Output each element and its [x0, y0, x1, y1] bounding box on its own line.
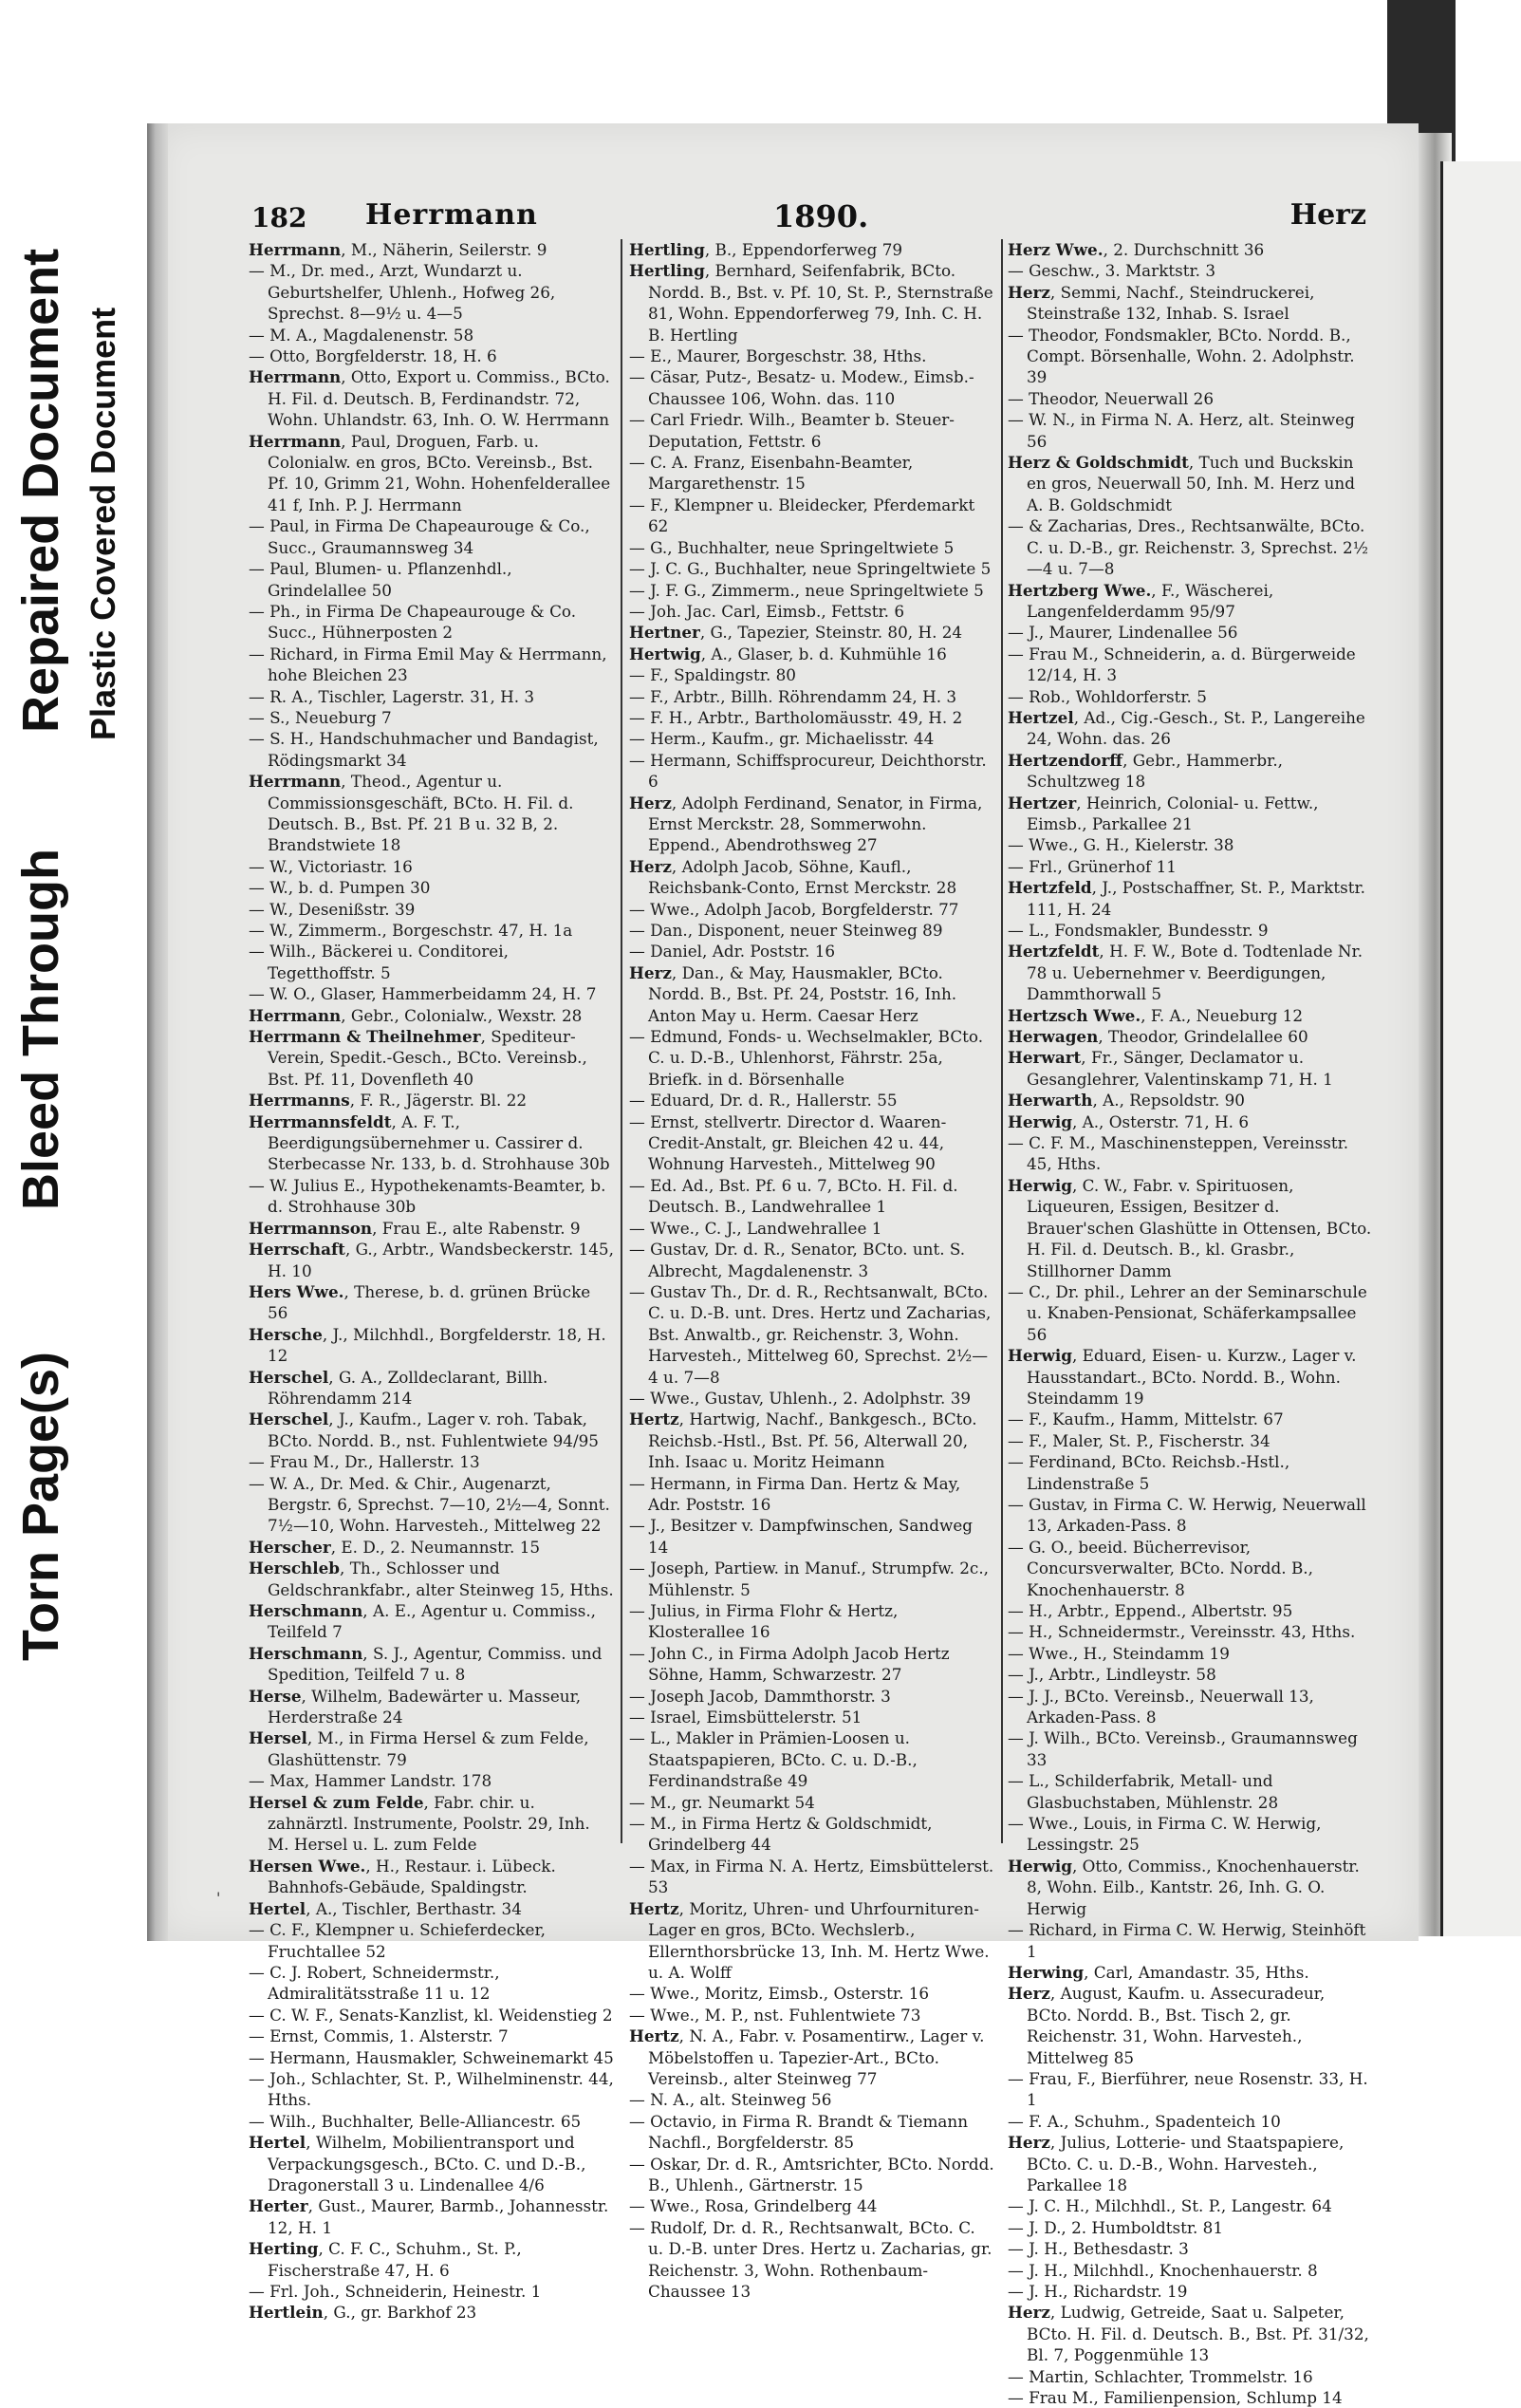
directory-entry: Herwart, Fr., Sänger, Declamator u. Gesanglehrer, Valentinskamp 71, H. 1 [1008, 1048, 1333, 1089]
directory-entry: Herrmann, Gebr., Colonialw., Wexstr. 28 [249, 1005, 583, 1025]
directory-entry: — C. W. F., Senats-Kanzlist, kl. Weidenstieg 2 [249, 2005, 613, 2025]
directory-entry: — W., b. d. Pumpen 30 [249, 878, 431, 898]
directory-entry: — W., Zimmerm., Borgeschstr. 47, H. 1a [249, 921, 573, 940]
directory-entry: — W. Julius E., Hypothekenamts-Beamter, b. d. Strohhause 30b [249, 1175, 606, 1217]
directory-entry: — L., Fondsmakler, Bundesstr. 9 [1008, 921, 1269, 940]
directory-entry: — Wwe., Moritz, Eimsb., Osterstr. 16 [629, 1984, 930, 2004]
directory-entry: Herschmann, S. J., Agentur, Commiss. und Spedition, Teilfeld 7 u. 8 [249, 1643, 603, 1685]
directory-entry: — Richard, in Firma Emil May & Herrmann, hohe Bleichen 23 [249, 644, 607, 685]
directory-entry: — W., Desenißstr. 39 [249, 899, 416, 919]
directory-entry: — S., Neueburg 7 [249, 707, 392, 727]
directory-entry: — F., Maler, St. P., Fischerstr. 34 [1008, 1430, 1271, 1450]
directory-entry: Hertz, Moritz, Uhren- und Uhrfournituren-Lager en gros, BCto. Wechslerb., Ellernthorsbrücke 13, Inh. M. Hertz Wwe. u. A. Wolff [629, 1898, 990, 1982]
directory-entry: Hersel & zum Felde, Fabr. chir. u. zahnärztl. Instrumente, Poolstr. 29, Inh. M. Hersel u. L. zum Felde [249, 1792, 590, 1855]
directory-entry: — G., Buchhalter, neue Springeltwiete 5 [629, 537, 955, 557]
directory-entry: — Cäsar, Putz-, Besatz- u. Modew., Eimsb.-Chaussee 106, Wohn. das. 110 [629, 367, 974, 408]
directory-entry: — Ph., in Firma De Chapeaurouge & Co. Succ., Hühnerposten 2 [249, 601, 577, 643]
directory-entry: — Paul, Blumen- u. Pflanzenhdl., Grindelallee 50 [249, 559, 512, 600]
directory-entry: — R. A., Tischler, Lagerstr. 31, H. 3 [249, 686, 535, 706]
directory-entry: — M., in Firma Hertz & Goldschmidt, Grindelberg 44 [629, 1814, 933, 1855]
margin-mark: ' [216, 1889, 221, 1907]
directory-entry: Hertel, A., Tischler, Berthastr. 34 [249, 1898, 522, 1918]
column-divider [621, 239, 622, 1843]
directory-entry: — Hermann, Hausmakler, Schweinemarkt 45 [249, 2047, 614, 2067]
directory-entry: — Gustav Th., Dr. d. R., Rechtsanwalt, BCto. C. u. D.-B. unt. Dres. Hertz und Zacharias, Bst. Anwaltb., gr. Reichenstr. 3, Wohn. Harvesteh., Mittelweg 60, Sprechst. 2½—4 u. 7—8 [629, 1281, 992, 1387]
torn-pages-stamp: Torn Page(s) [12, 1351, 69, 1661]
directory-entry: Hers Wwe., Therese, b. d. grünen Brücke 56 [249, 1281, 591, 1323]
directory-entry: — Ed. Ad., Bst. Pf. 6 u. 7, BCto. H. Fil. d. Deutsch. B., Landwehrallee 1 [629, 1175, 958, 1217]
plastic-covered-stamp: Plastic Covered Document [83, 307, 122, 740]
directory-entry: — Wwe., Rosa, Grindelberg 44 [629, 2196, 878, 2216]
directory-entry: Hertner, G., Tapezier, Steinstr. 80, H. 24 [629, 623, 963, 643]
directory-entry: — L., Makler in Prämien-Loosen u. Staatspapieren, BCto. C. u. D.-B., Ferdinandstraße 49 [629, 1728, 918, 1791]
directory-entry: — E., Maurer, Borgeschstr. 38, Hths. [629, 346, 927, 366]
directory-entry: — Wwe., C. J., Landwehrallee 1 [629, 1218, 882, 1238]
directory-entry: — Wwe., H., Steindamm 19 [1008, 1643, 1230, 1663]
directory-entry: Hertzberg Wwe., F., Wäscherei, Langenfelderdamm 95/97 [1008, 580, 1274, 621]
directory-entry: Herz, Julius, Lotterie- und Staatspapiere, BCto. C. u. D.-B., Wohn. Harvesteh., Parkallee 18 [1008, 2133, 1345, 2194]
repaired-document-stamp: Repaired Document [12, 248, 69, 733]
directory-entry: — Frau, F., Bierführer, neue Rosenstr. 33, H. 1 [1008, 2068, 1368, 2110]
directory-entry: Herz & Goldschmidt, Tuch und Buckskin en gros, Neuerwall 50, Inh. M. Herz und A. B. Goldschmidt [1008, 453, 1355, 514]
directory-entry: Herschel, G. A., Zolldeclarant, Billh. Röhrendamm 214 [249, 1367, 548, 1408]
directory-entry: — Richard, in Firma C. W. Herwig, Steinhöft 1 [1008, 1920, 1366, 1961]
directory-entry: Hersche, J., Milchhdl., Borgfelderstr. 18, H. 12 [249, 1324, 606, 1366]
directory-entry: — G. O., beeid. Bücherrevisor, Concursverwalter, BCto. Nordd. B., Knochenhauerstr. 8 [1008, 1537, 1313, 1599]
directory-entry: — Wwe., Louis, in Firma C. W. Herwig, Lessingstr. 25 [1008, 1814, 1322, 1855]
directory-entry: Hertz, N. A., Fabr. v. Posamentirw., Lager v. Möbelstoffen u. Tapezier-Art., BCto. Vereinsb., alter Steinweg 77 [629, 2026, 985, 2088]
directory-entry: Herrmannsfeldt, A. F. T., Beerdigungsübernehmer u. Cassirer d. Sterbecasse Nr. 133, b. d. Strohhause 30b [249, 1111, 610, 1174]
directory-entry: — N. A., alt. Steinweg 56 [629, 2090, 832, 2110]
page-left-edge [147, 123, 168, 1941]
directory-entry: Herschel, J., Kaufm., Lager v. roh. Tabak, BCto. Nordd. B., nst. Fuhlentwiete 94/95 [249, 1409, 599, 1450]
directory-entry: Herwing, Carl, Amandastr. 35, Hths. [1008, 1962, 1309, 1982]
directory-entry: Hertling, Bernhard, Seifenfabrik, BCto. Nordd. B., Bst. v. Pf. 10, St. P., Sternstraße 81, Wohn. Eppendorferweg 79, Inh. C. H. B. Hertling [629, 261, 993, 345]
directory-entry: — Paul, in Firma De Chapeaurouge & Co., Succ., Graumannsweg 34 [249, 516, 590, 557]
directory-entry: — C. A. Franz, Eisenbahn-Beamter, Margarethenstr. 15 [629, 453, 914, 494]
directory-entry: Herwig, C. W., Fabr. v. Spirituosen, Liqueuren, Essigen, Besitzer d. Brauer'schen Glashütte in Ottensen, BCto. H. Fil. d. Deutsch. B., kl. Grasbr., Stillhorner Damm [1008, 1175, 1372, 1280]
directory-entry: — Hermann, in Firma Dan. Hertz & May, Adr. Poststr. 16 [629, 1473, 961, 1514]
directory-entry: Herz, Dan., & May, Hausmakler, BCto. Nordd. B., Bst. Pf. 24, Poststr. 16, Inh. Anton May u. Herm. Caesar Herz [629, 962, 957, 1025]
directory-entry: Hertling, B., Eppendorferweg 79 [629, 240, 903, 259]
directory-entry: Herrmann, Theod., Agentur u. Commissionsgeschäft, BCto. H. Fil. d. Deutsch. B., Bst. Pf. 21 B u. 32 B, 2. Brandstwiete 18 [249, 772, 574, 855]
directory-entry: — Dan., Disponent, neuer Steinweg 89 [629, 921, 943, 940]
directory-entry: — Herm., Kaufm., gr. Michaelisstr. 44 [629, 729, 935, 749]
directory-entry: Herz, Adolph Jacob, Söhne, Kaufl., Reichsbank-Conto, Ernst Merckstr. 28 [629, 856, 957, 898]
directory-entry: — Max, Hammer Landstr. 178 [249, 1771, 492, 1791]
directory-entry: — C. J. Robert, Schneidermstr., Admiralitätsstraße 11 u. 12 [249, 1962, 500, 2004]
directory-entry: Herz, Semmi, Nachf., Steindruckerei, Steinstraße 132, Inhab. S. Israel [1008, 282, 1315, 324]
directory-entry: Herrmannson, Frau E., alte Rabenstr. 9 [249, 1218, 581, 1238]
directory-entry: Hertzfeldt, H. F. W., Bote d. Todtenlade Nr. 78 u. Uebernehmer v. Beerdigungen, Dammthorwall 5 [1008, 942, 1363, 1004]
directory-entry: Herz, Adolph Ferdinand, Senator, in Firma, Ernst Merckstr. 28, Sommerwohn. Eppend., Abendrothsweg 27 [629, 793, 983, 855]
directory-entry: — Ferdinand, BCto. Reichsb.-Hstl., Lindenstraße 5 [1008, 1452, 1290, 1493]
bleed-through-stamp: Bleed Through [12, 849, 69, 1210]
directory-entry: — C. F. M., Maschinensteppen, Vereinsstr. 45, Hths. [1008, 1133, 1349, 1174]
directory-entry: — Carl Friedr. Wilh., Beamter b. Steuer-Deputation, Fettstr. 6 [629, 410, 955, 451]
directory-entry: — Hermann, Schiffsprocureur, Deichthorstr. 6 [629, 750, 987, 792]
directory-entry: — Frl. Joh., Schneiderin, Heinestr. 1 [249, 2282, 542, 2301]
directory-entry: — & Zacharias, Dres., Rechtsanwälte, BCto. C. u. D.-B., gr. Reichenstr. 3, Sprechst. 2½—4 u. 7—8 [1008, 516, 1368, 579]
directory-entry: — H., Schneidermstr., Vereinsstr. 43, Hths. [1008, 1622, 1356, 1642]
directory-entry: — J. F. G., Zimmerm., neue Springeltwiete 5 [629, 580, 984, 600]
directory-entry: Herse, Wilhelm, Badewärter u. Masseur, Herderstraße 24 [249, 1686, 582, 1727]
directory-entry: — W. A., Dr. Med. & Chir., Augenarzt, Bergstr. 6, Sprechst. 7—10, 2½—4, Sonnt. 7½—10, Wohn. Harvesteh., Mittelweg 22 [249, 1473, 610, 1536]
directory-entry: — W. O., Glaser, Hammerbeidamm 24, H. 7 [249, 984, 597, 1004]
directory-entry: — C. F., Klempner u. Schieferdecker, Fruchtallee 52 [249, 1920, 546, 1961]
directory-entry: — J. Wilh., BCto. Vereinsb., Graumannsweg 33 [1008, 1728, 1358, 1769]
directory-entry: — J., Besitzer v. Dampfwinschen, Sandweg 14 [629, 1516, 973, 1557]
directory-entry: Hertlein, G., gr. Barkhof 23 [249, 2303, 477, 2323]
directory-entry: — F. H., Arbtr., Bartholomäusstr. 49, H. 2 [629, 707, 963, 727]
directory-entry: Hertzfeld, J., Postschaffner, St. P., Marktstr. 111, H. 24 [1008, 878, 1365, 919]
directory-entry: — J. C. H., Milchhdl., St. P., Langestr. 64 [1008, 2196, 1332, 2216]
directory-entry: — Otto, Borgfelderstr. 18, H. 6 [249, 346, 497, 366]
directory-entry: Herwig, Eduard, Eisen- u. Kurzw., Lager v. Hausstandart., BCto. Nordd. B., Wohn. Steindamm 19 [1008, 1346, 1357, 1408]
directory-entry: — F., Kaufm., Hamm, Mittelstr. 67 [1008, 1409, 1284, 1429]
directory-entry: — J., Maurer, Lindenallee 56 [1008, 623, 1238, 643]
directory-entry: — H., Arbtr., Eppend., Albertstr. 95 [1008, 1601, 1293, 1620]
directory-entry: Herwig, Otto, Commiss., Knochenhauerstr. 8, Wohn. Eilb., Kantstr. 26, Inh. G. O. Herwig [1008, 1856, 1360, 1918]
directory-entry: — J. J., BCto. Vereinsb., Neuerwall 13, Arkaden-Pass. 8 [1008, 1686, 1314, 1727]
directory-entry: Herrschaft, G., Arbtr., Wandsbeckerstr. 145, H. 10 [249, 1240, 614, 1280]
column-divider [1001, 239, 1003, 1843]
directory-entry: — Oskar, Dr. d. R., Amtsrichter, BCto. Nordd. B., Uhlenh., Gärtnerstr. 15 [629, 2154, 994, 2194]
directory-entry: — Joh., Schlachter, St. P., Wilhelminenstr. 44, Hths. [249, 2068, 614, 2110]
directory-entry: Herwig, A., Osterstr. 71, H. 6 [1008, 1111, 1249, 1131]
directory-entry: Herting, C. F. C., Schuhm., St. P., Fischerstraße 47, H. 6 [249, 2239, 522, 2280]
directory-entry: — M. A., Magdalenenstr. 58 [249, 325, 474, 345]
directory-entry: Herwarth, A., Repsoldstr. 90 [1008, 1091, 1245, 1111]
directory-entry: — Theodor, Neuerwall 26 [1008, 388, 1215, 408]
directory-entry: — J. C. G., Buchhalter, neue Springeltwiete 5 [629, 559, 992, 579]
directory-entry: Herz, Ludwig, Getreide, Saat u. Salpeter, BCto. H. Fil. d. Deutsch. B., Bst. Pf. 31/32, Bl. 7, Poggenmühle 13 [1008, 2303, 1369, 2365]
directory-entry: — Rob., Wohldorferstr. 5 [1008, 686, 1207, 706]
directory-entry: — Octavio, in Firma R. Brandt & Tiemann Nachfl., Borgfelderstr. 85 [629, 2111, 969, 2153]
directory-entry: — C., Dr. phil., Lehrer an der Seminarschule u. Knaben-Pensionat, Schäferkampsallee 56 [1008, 1281, 1367, 1344]
page-number: 182 [251, 202, 307, 233]
directory-entry: — Theodor, Fondsmakler, BCto. Nordd. B., Compt. Börsenhalle, Wohn. 2. Adolphstr. 39 [1008, 325, 1355, 387]
directory-entry: Herter, Gust., Maurer, Barmb., Johannesstr. 12, H. 1 [249, 2196, 609, 2237]
directory-entry: — Joh. Jac. Carl, Eimsb., Fettstr. 6 [629, 601, 905, 621]
directory-entry: — John C., in Firma Adolph Jacob Hertz Söhne, Hamm, Schwarzestr. 27 [629, 1643, 950, 1685]
directory-entry: — M., Dr. med., Arzt, Wundarzt u. Geburtshelfer, Uhlenh., Hofweg 26, Sprechst. 8—9½ u. 4—5 [249, 261, 556, 324]
directory-entry: — Gustav, in Firma C. W. Herwig, Neuerwall 13, Arkaden-Pass. 8 [1008, 1494, 1366, 1536]
directory-entry: — Daniel, Adr. Poststr. 16 [629, 942, 836, 961]
directory-entry: Herz, August, Kaufm. u. Assecuradeur, BCto. Nordd. B., Bst. Tisch 2, gr. Reichenstr. 31, Wohn. Harvesteh., Mittelweg 85 [1008, 1984, 1326, 2067]
directory-entry: — Frau M., Schneiderin, a. d. Bürgerweide 12/14, H. 3 [1008, 644, 1356, 685]
directory-entry: — J. H., Richardstr. 19 [1008, 2282, 1188, 2301]
directory-entry: — Eduard, Dr. d. R., Hallerstr. 55 [629, 1091, 898, 1111]
directory-entry: Hersel, M., in Firma Hersel & zum Felde, Glashüttenstr. 79 [249, 1728, 589, 1769]
directory-entry: — Ernst, Commis, 1. Alsterstr. 7 [249, 2026, 509, 2046]
directory-entry: — Rudolf, Dr. d. R., Rechtsanwalt, BCto. C. u. D.-B. unter Dres. Hertz u. Zacharias, gr. Reichenstr. 3, Wohn. Rothenbaum-Chaussee 13 [629, 2217, 992, 2301]
directory-entry: — Max, in Firma N. A. Hertz, Eimsbüttelerst. 53 [629, 1856, 994, 1897]
directory-entry: Herz Wwe., 2. Durchschnitt 36 [1008, 240, 1265, 259]
page-year: 1890. [773, 198, 869, 234]
directory-entry: — Edmund, Fonds- u. Wechselmakler, BCto. C. u. D.-B., Uhlenhorst, Fährstr. 25a, Briefk. in d. Börsenhalle [629, 1027, 984, 1089]
directory-entry: — Ernst, stellvertr. Director d. Waaren-Credit-Anstalt, gr. Bleichen 42 u. 44, Wohnung Harvesteh., Mittelweg 90 [629, 1111, 947, 1174]
right-running-head: Herz [1289, 198, 1366, 232]
directory-entry: — J. H., Milchhdl., Knochenhauerstr. 8 [1008, 2260, 1318, 2280]
directory-column-3 [1008, 239, 1373, 2408]
directory-entry: Herrmanns, F. R., Jägerstr. Bl. 22 [249, 1091, 528, 1111]
directory-entry: — Wwe., Adolph Jacob, Borgfelderstr. 77 [629, 899, 959, 919]
left-running-head: Herrmann [365, 198, 538, 232]
directory-entry: — F., Klempner u. Bleidecker, Pferdemarkt 62 [629, 495, 975, 536]
directory-entry: Herrmann, Paul, Droguen, Farb. u. Colonialw. en gros, BCto. Vereinsb., Bst. Pf. 10, Grimm 21, Wohn. Hohenfelderallee 41 f, Inh. P. J. Herrmann [249, 431, 611, 514]
directory-entry: Hertwig, A., Glaser, b. d. Kuhmühle 16 [629, 644, 947, 663]
directory-entry: — W., Victoriastr. 16 [249, 856, 413, 876]
directory-entry: — Frl., Grünerhof 11 [1008, 856, 1177, 876]
directory-entry: — Frau M., Dr., Hallerstr. 13 [249, 1452, 480, 1472]
directory-entry: — Martin, Schlachter, Trommelstr. 16 [1008, 2366, 1313, 2386]
directory-entry: Herrmann, Otto, Export u. Commiss., BCto. H. Fil. d. Deutsch. B, Ferdinandstr. 72, Wohn. Uhlandstr. 63, Inh. O. W. Herrmann [249, 367, 610, 430]
directory-entry: Herschmann, A. E., Agentur u. Commiss., Teilfeld 7 [249, 1601, 597, 1642]
directory-entry: — Geschw., 3. Marktstr. 3 [1008, 261, 1215, 281]
directory-column-1 [249, 239, 614, 2323]
page-header [251, 195, 1385, 240]
directory-entry: Hertzel, Ad., Cig.-Gesch., St. P., Langereihe 24, Wohn. das. 26 [1008, 707, 1365, 749]
directory-entry: — Wwe., Gustav, Uhlenh., 2. Adolphstr. 39 [629, 1388, 972, 1408]
directory-column-2 [629, 239, 994, 2301]
directory-entry: — F., Spaldingstr. 80 [629, 665, 796, 685]
directory-entry: Hertz, Hartwig, Nachf., Bankgesch., BCto. Reichsb.-Hstl., Bst. Pf. 56, Alterwall 20, Inh. Isaac u. Moritz Heimann [629, 1409, 977, 1472]
directory-entry: — J., Arbtr., Lindleystr. 58 [1008, 1665, 1216, 1685]
directory-entry: — J. H., Bethesdastr. 3 [1008, 2239, 1189, 2259]
directory-entry: — Frau M., Familienpension, Schlump 14 [1008, 2388, 1343, 2408]
directory-entry: — Gustav, Dr. d. R., Senator, BCto. unt. S. Albrecht, Magdalenenstr. 3 [629, 1240, 966, 1280]
directory-entry: Hertel, Wilhelm, Mobilientransport und Verpackungsgesch., BCto. C. und D.-B., Dragonerstall 3 u. Lindenallee 4/6 [249, 2133, 586, 2194]
directory-entry: — Wwe., G. H., Kielerstr. 38 [1008, 835, 1234, 855]
directory-entry: Herrmann, M., Näherin, Seilerstr. 9 [249, 240, 547, 259]
directory-entry: — Joseph, Partiew. in Manuf., Strumpfw. 2c., Mühlenstr. 5 [629, 1559, 990, 1599]
directory-entry: — J. D., 2. Humboldtstr. 81 [1008, 2217, 1224, 2237]
directory-entry: — L., Schilderfabrik, Metall- und Glasbuchstaben, Mühlenstr. 28 [1008, 1771, 1279, 1812]
directory-entry: Hertzsch Wwe., F. A., Neueburg 12 [1008, 1005, 1304, 1025]
directory-entry: Hertzendorff, Gebr., Hammerbr., Schultzweg 18 [1008, 750, 1284, 792]
directory-entry: — Israel, Eimsbüttelerstr. 51 [629, 1708, 863, 1727]
next-page-strip [1440, 161, 1521, 1936]
directory-entry: Herscher, E. D., 2. Neumannstr. 15 [249, 1537, 541, 1557]
directory-entry: — M., gr. Neumarkt 54 [629, 1792, 815, 1812]
directory-entry: — W. N., in Firma N. A. Herz, alt. Steinweg 56 [1008, 410, 1355, 451]
directory-entry: — Wilh., Buchhalter, Belle-Alliancestr. 65 [249, 2111, 582, 2131]
directory-entry: Herrmann & Theilnehmer, Spediteur-Verein, Spedit.-Gesch., BCto. Vereinsb., Bst. Pf. 11, Dovenfleth 40 [249, 1027, 587, 1089]
directory-entry: Hersen Wwe., H., Restaur. i. Lübeck. Bahnhofs-Gebäude, Spaldingstr. [249, 1856, 556, 1897]
directory-entry: Herschleb, Th., Schlosser und Geldschrankfabr., alter Steinweg 15, Hths. [249, 1559, 614, 1599]
directory-entry: — Wwe., M. P., nst. Fuhlentwiete 73 [629, 2005, 921, 2025]
directory-entry: — Julius, in Firma Flohr & Hertz, Klosterallee 16 [629, 1601, 899, 1642]
directory-entry: Herwagen, Theodor, Grindelallee 60 [1008, 1027, 1308, 1047]
directory-entry: — Wilh., Bäckerei u. Conditorei, Tegetthoffstr. 5 [249, 942, 509, 982]
directory-entry: Hertzer, Heinrich, Colonial- u. Fettw., Eimsb., Parkallee 21 [1008, 793, 1319, 833]
directory-entry: — Joseph Jacob, Dammthorstr. 3 [629, 1686, 891, 1706]
directory-entry: — F. A., Schuhm., Spadenteich 10 [1008, 2111, 1281, 2131]
directory-entry: — S. H., Handschuhmacher und Bandagist, Rödingsmarkt 34 [249, 729, 599, 770]
directory-entry: — F., Arbtr., Billh. Röhrendamm 24, H. 3 [629, 686, 957, 706]
